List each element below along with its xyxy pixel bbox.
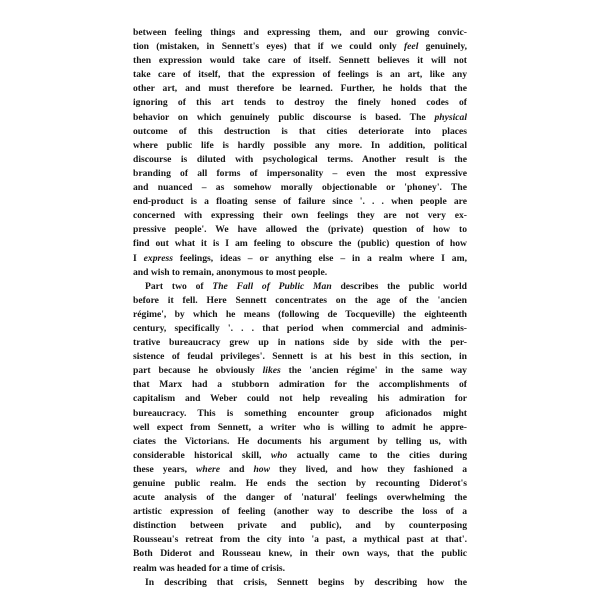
text-line	[133, 562, 467, 576]
text-line	[133, 519, 467, 533]
text-line	[133, 364, 467, 378]
text-run: bureaucracy. This is something encounter group aficionados might	[133, 407, 467, 419]
text-run: Part two of	[145, 280, 213, 292]
italic-text: where	[196, 463, 220, 475]
text-line	[133, 336, 467, 350]
text-line	[133, 54, 467, 68]
text-line	[133, 125, 467, 139]
text-line	[133, 167, 467, 181]
text-run: actually came to the cities during	[287, 449, 467, 461]
text-run: considerable historical skill,	[133, 449, 271, 461]
text-line	[133, 491, 467, 505]
italic-text: express	[143, 252, 173, 264]
text-line	[133, 26, 467, 40]
text-run: century, specifically '. . . that period when commercial and adminis-	[133, 322, 467, 334]
text-run: In describing that crisis, Sennett begins by describing how the	[145, 576, 467, 588]
text-run: realm was headed for a time of crisis.	[133, 562, 286, 574]
italic-text: feel	[403, 41, 419, 53]
text-run: ciates the Victorians. He documents his argument by telling us, with	[133, 435, 467, 447]
text-run: the 'ancien régime' in the same way	[280, 365, 467, 377]
text-run: branding of all forms of impersonality – even the most expressive	[133, 167, 467, 179]
text-line	[133, 435, 467, 449]
text-line	[133, 449, 467, 463]
text-line	[133, 82, 467, 96]
text-run: capitalism and Weber could not help revealing his admiration for	[133, 393, 467, 405]
text-line	[133, 308, 467, 322]
text-run: feelings, ideas – or anything else – in a realm where I am,	[172, 252, 467, 264]
text-run: acute analysis of the danger of 'natural' feelings overwhelming the	[133, 492, 467, 504]
italic-text: how	[253, 463, 270, 475]
text-line	[133, 111, 467, 125]
text-line	[133, 294, 467, 308]
text-run: take care of itself, that the expression of feelings is an art, like any	[133, 69, 467, 81]
text-line	[133, 576, 467, 590]
text-line	[133, 252, 467, 266]
text-run: and nuanced – as somehow morally objectionable or 'phoney'. The	[133, 182, 467, 194]
text-line	[133, 533, 467, 547]
text-line	[133, 392, 467, 406]
text-line	[133, 96, 467, 110]
text-run: ignoring of this art tends to destroy the finely honed codes of	[133, 97, 467, 109]
text-line	[133, 223, 467, 237]
text-run: genuinely,	[418, 41, 467, 53]
text-run: artistic expression of feeling (another way to describe the loss of a	[133, 506, 467, 518]
text-run: Rousseau's retreat from the city into 'a past, a mythical past at that'.	[133, 534, 467, 546]
text-line	[133, 505, 467, 519]
text-line	[133, 547, 467, 561]
text-run: concerned with expressing their own feelings they are not very ex-	[133, 210, 467, 222]
text-run: Both Diderot and Rousseau knew, in their own ways, that the public	[133, 548, 467, 560]
italic-text: The Fall of Public Man	[212, 280, 332, 292]
italic-text: physical	[434, 111, 467, 123]
text-line	[133, 237, 467, 251]
text-run: discourse is diluted with psychological terms. Another result is the	[133, 153, 467, 165]
text-line	[133, 280, 467, 294]
text-run: other art, and must therefore be learned. Further, he holds that the	[133, 83, 467, 95]
text-run: sistence of feudal privileges'. Sennett is at his best in this section, in	[133, 351, 467, 363]
text-run: these years,	[133, 463, 197, 475]
text-run: they lived, and how they fashioned a	[270, 463, 467, 475]
text-line	[133, 68, 467, 82]
text-run: end-product is a floating sense of failure since '. . . when people are	[133, 196, 467, 208]
text-line	[133, 322, 467, 336]
text-run: describes the public world	[331, 280, 467, 292]
text-run: outcome of this destruction is that cities deteriorate into places	[133, 125, 467, 137]
text-run: part because he obviously	[133, 365, 263, 377]
text-line	[133, 463, 467, 477]
text-run: tion (mistaken, in Sennett's eyes) that if we could only	[133, 41, 404, 53]
text-run: pressive people'. We have allowed the (private) question of how to	[133, 224, 467, 236]
text-line	[133, 209, 467, 223]
body-text	[133, 26, 467, 590]
text-line	[133, 421, 467, 435]
text-run: régime', by which he means (following de Tocqueville) the eighteenth	[133, 308, 467, 320]
text-run: well expect from Sennett, a writer who is willing to admit he appre-	[133, 421, 467, 433]
text-run: between feeling things and expressing them, and our growing convic-	[133, 27, 467, 38]
text-run: trative bureaucracy grew up in nations side by side with the per-	[133, 337, 467, 349]
text-line	[133, 153, 467, 167]
text-run: behavior on which genuinely public discourse is based. The	[133, 111, 435, 123]
text-run: before it fell. Here Sennett concentrates on the age of the 'ancien	[133, 294, 467, 306]
text-run: then expression would take care of itself. Sennett believes it will not	[133, 55, 467, 67]
text-run: where public life is hardly possible any more. In addition, political	[133, 139, 467, 151]
text-line	[133, 350, 467, 364]
text-run: I	[133, 252, 144, 264]
text-run: distinction between private and public), and by counterposing	[133, 520, 467, 532]
italic-text: who	[270, 449, 288, 461]
text-line	[133, 477, 467, 491]
text-line	[133, 139, 467, 153]
text-line	[133, 40, 467, 54]
text-line	[133, 378, 467, 392]
text-run: find out what it is I am feeling to obscure the (public) question of how	[133, 238, 467, 250]
italic-text: likes	[262, 365, 281, 377]
text-run: that Marx had a stubborn admiration for the accomplishments of	[133, 379, 467, 391]
text-line	[133, 195, 467, 209]
text-line	[133, 181, 467, 195]
text-run: and wish to remain, anonymous to most people.	[133, 266, 328, 278]
text-line	[133, 266, 467, 280]
text-run: and	[220, 463, 254, 475]
text-line	[133, 407, 467, 421]
text-run: genuine public realm. He ends the section by recounting Diderot's	[133, 478, 467, 489]
